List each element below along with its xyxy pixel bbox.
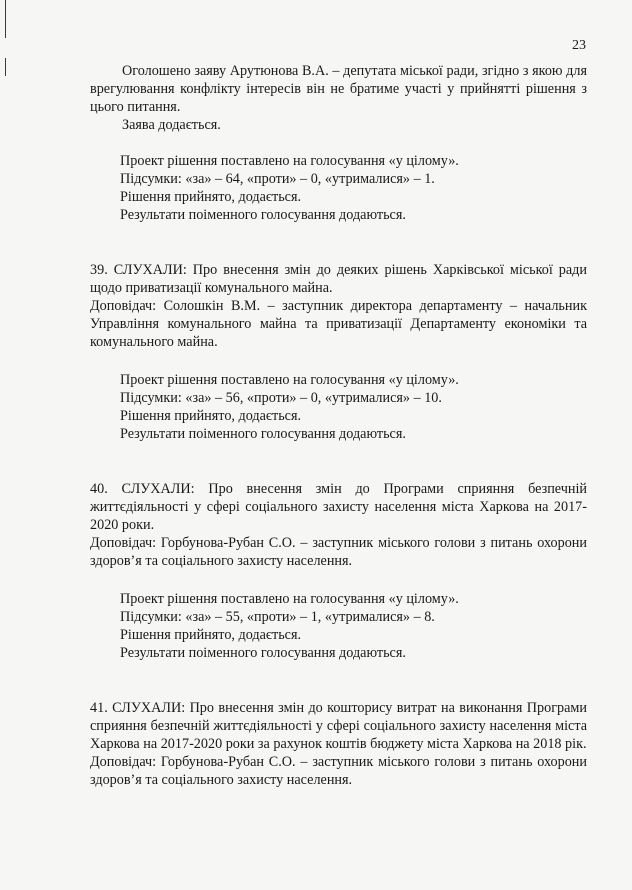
scan-edge-mark xyxy=(5,58,6,76)
item-heading: 41. СЛУХАЛИ: Про внесення змін до кошторису витрат на виконання Програми сприяння безпечній життєдіяльності у сфері соціального захисту населення міста Харкова на 2017-2020 роки за рахунок коштів бюджету міста Харкова на 2018 рік. xyxy=(90,700,587,752)
vote-roll-call: Результати поіменного голосування додаються. xyxy=(120,645,406,661)
page-number: 23 xyxy=(572,38,586,53)
vote-decision: Рішення прийнято, додається. xyxy=(120,189,302,205)
statement-attached: Заява додається. xyxy=(122,117,221,133)
page-content xyxy=(90,62,587,789)
vote-decision: Рішення прийнято, додається. xyxy=(120,627,302,643)
vote-block xyxy=(90,152,587,224)
item-speaker: Доповідач: Горбунова-Рубан С.О. – заступник міського голови з питань охорони здоров’я та соціального захисту населення. xyxy=(90,535,587,569)
item-speaker: Доповідач: Солошкін В.М. – заступник директора департаменту – начальник Управління комунального майна та приватизації Департаменту економіки та комунального майна. xyxy=(90,298,587,350)
vote-block xyxy=(90,371,587,443)
vote-results: Підсумки: «за» – 55, «проти» – 1, «утрималися» – 8. xyxy=(120,609,435,625)
statement-text: Оголошено заяву Арутюнова В.А. – депутата міської ради, згідно з якою для врегулювання конфлікту інтересів він не братиме участі у прийнятті рішення з цього питання. xyxy=(90,63,587,115)
vote-results: Підсумки: «за» – 64, «проти» – 0, «утрималися» – 1. xyxy=(120,171,435,187)
vote-put: Проект рішення поставлено на голосування «у цілому». xyxy=(120,153,459,169)
vote-block xyxy=(90,590,587,662)
item-heading: 39. СЛУХАЛИ: Про внесення змін до деяких рішень Харківської міської ради щодо приватизації комунального майна. xyxy=(90,262,587,296)
vote-decision: Рішення прийнято, додається. xyxy=(120,408,302,424)
vote-roll-call: Результати поіменного голосування додаються. xyxy=(120,426,406,442)
item-speaker: Доповідач: Горбунова-Рубан С.О. – заступник міського голови з питань охорони здоров’я та соціального захисту населення. xyxy=(90,754,587,788)
item-heading: 40. СЛУХАЛИ: Про внесення змін до Програми сприяння безпечній життєдіяльності у сфері соціального захисту населення міста Харкова на 2017-2020 роки. xyxy=(90,481,587,533)
vote-put: Проект рішення поставлено на голосування «у цілому». xyxy=(120,372,459,388)
vote-results: Підсумки: «за» – 56, «проти» – 0, «утрималися» – 10. xyxy=(120,390,442,406)
vote-roll-call: Результати поіменного голосування додаються. xyxy=(120,207,406,223)
scan-edge-mark xyxy=(5,0,6,38)
vote-put: Проект рішення поставлено на голосування «у цілому». xyxy=(120,591,459,607)
